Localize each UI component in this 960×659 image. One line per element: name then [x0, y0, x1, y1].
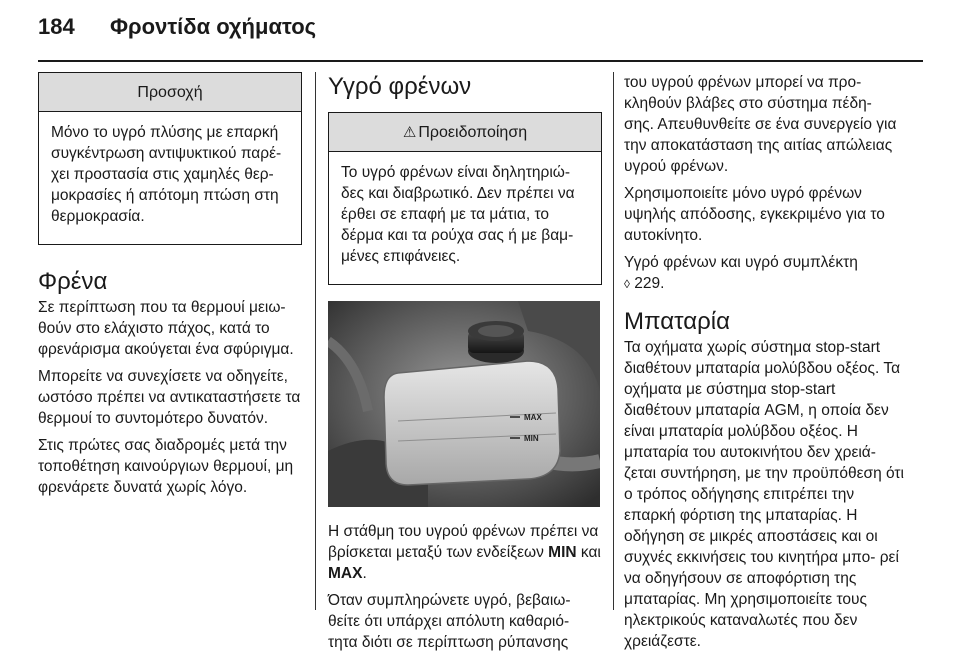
- warning-text: Το υγρό φρένων είναι δηλητηριώ- δες και διαβρωτικό. Δεν πρέπει να έρθει σε επαφή με τα μάτια, το δέρμα και τα ρούχα σας ή με βαμ- μένες επιφάνειες.: [341, 164, 575, 265]
- column-1: [38, 72, 302, 504]
- brake-fluid-reservoir-photo: [328, 301, 600, 507]
- brakes-paragraph: Στις πρώτες σας διαδρομές μετά την τοποθέτηση καινούργιων θερμουί, μη φρενάρετε δυνατά χωρίς λόγο.: [38, 437, 294, 496]
- column-divider: [315, 72, 316, 610]
- caution-box: [38, 72, 302, 245]
- warning-header: [329, 113, 601, 152]
- fluid-level-paragraph: Η στάθμη του υγρού φρένων πρέπει να βρίσκεται μεταξύ των ενδείξεων MIN και MAX.: [328, 523, 601, 582]
- caution-text: Μόνο το υγρό πλύσης με επαρκή συγκέντρωση αντιψυκτικού παρέ- χει προστασία στις χαμηλές θερ- μοκρασίες ή απότομη πτώση στη θερμοκρασία.: [51, 124, 282, 225]
- brakes-paragraph: Σε περίπτωση που τα θερμουί μειω- θούν στο ελάχιστο πάχος, κατά το φρενάρισμα ακούγεται ένα σφύριγμα.: [38, 299, 294, 358]
- column-divider: [613, 72, 614, 610]
- caution-heading: Προσοχή: [39, 73, 301, 112]
- fluid-quality-paragraph: Χρησιμοποιείτε μόνο υγρό φρένων υψηλής απόδοσης, εγκεκριμένο για το αυτοκίνητο.: [624, 185, 885, 244]
- min-label: MIN: [524, 434, 539, 443]
- battery-paragraph: Τα οχήματα χωρίς σύστημα stop-start διαθέτουν μπαταρία μολύβδου οξέος. Τα οχήματα με σύστημα stop-start διαθέτουν μπαταρία AGM, η οποία δεν είναι μπαταρία μολύβδου οξέος. Η μπαταρία του αυτοκινήτου δεν χρειά- ζεται συντήρηση, με την προϋπόθεση ότι ο τρόπος οδήγησης επιτρέπει την επαρκή φόρτιση της μπαταρίας. Η οδήγηση σε μικρές αποστάσεις και οι συχνές εκκινήσεις του κινητήρα μπο- ρεί να οδηγήσουν σε αποφόρτιση της μπαταρίας. Μη χρησιμοποιείτε τους ηλεκτρικούς καταναλωτές που δεν χρειάζεστε.: [624, 339, 904, 650]
- warning-triangle-icon: ⚠: [402, 124, 417, 141]
- page-ref-icon: ◊: [624, 277, 630, 291]
- header-rule: [38, 60, 923, 62]
- column-2: [328, 72, 602, 659]
- section-title-battery: Μπαταρία: [624, 308, 730, 335]
- refill-paragraph: Όταν συμπληρώνετε υγρό, βεβαιω- θείτε ότι υπάρχει απόλυτη καθαριό- τητα διότι σε περίπτωση ρύπανσης: [328, 592, 571, 651]
- brakes-paragraph: Μπορείτε να συνεχίσετε να οδηγείτε, ωστόσο πρέπει να αντικαταστήσετε τα θερμουί το συντομότερο δυνατόν.: [38, 368, 301, 427]
- warning-box: [328, 112, 602, 285]
- section-title-brake-fluid: Υγρό φρένων: [328, 73, 472, 100]
- cross-reference: Υγρό φρένων και υγρό συμπλέκτη ◊ 229.: [624, 254, 858, 292]
- page-number: 184: [38, 14, 75, 39]
- page-header: [38, 14, 316, 44]
- page-title: Φροντίδα οχήματος: [110, 14, 317, 39]
- max-label: MAX: [524, 413, 542, 422]
- page-ref-link[interactable]: 229.: [629, 275, 665, 292]
- section-title-brakes: Φρένα: [38, 268, 108, 295]
- contamination-paragraph: του υγρού φρένων μπορεί να προ- κληθούν βλάβες στο σύστημα πέδη- σης. Απευθυνθείτε σε ένα συνεργείο για την αποκατάσταση της αιτίας απώλειας υγρού φρένων.: [624, 74, 897, 175]
- column-3: [624, 72, 904, 658]
- warning-heading: Προειδοποίηση: [418, 124, 528, 141]
